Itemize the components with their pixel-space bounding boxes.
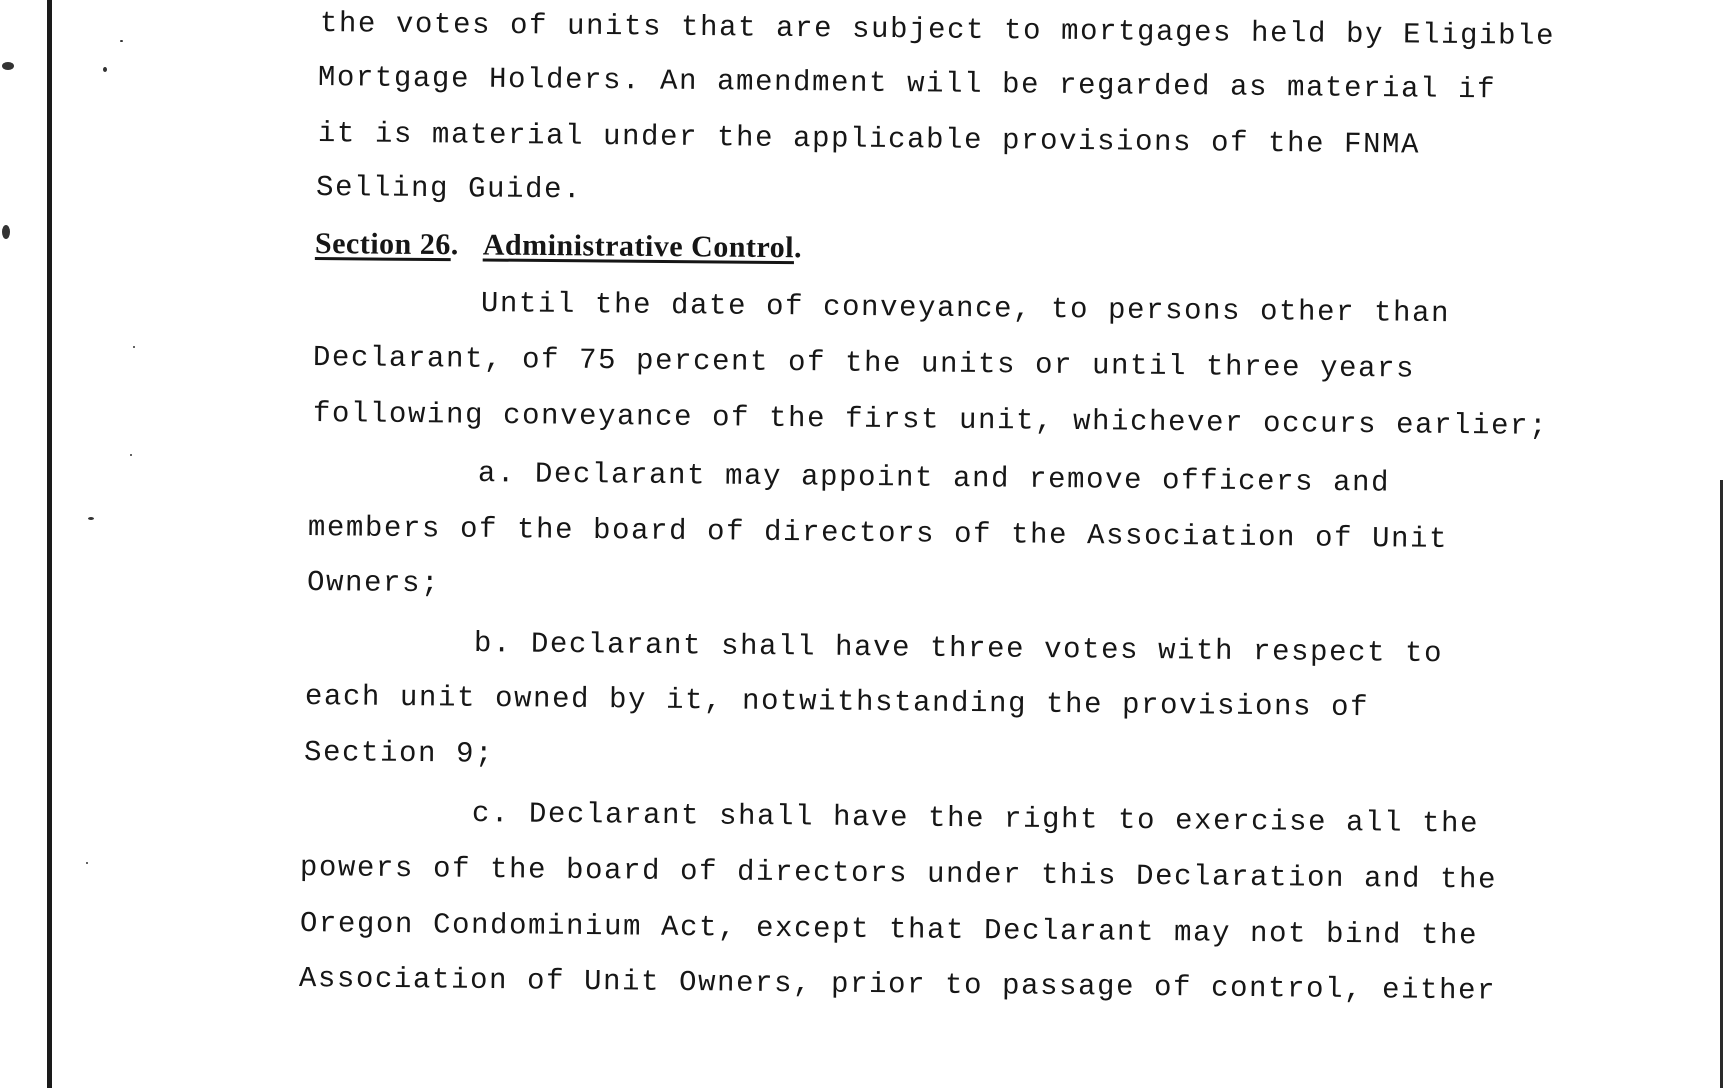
text-line: Association of Unit Owners, prior to passage of control, either [298, 962, 1497, 1008]
section-heading: Section 26. Administrative Control. [314, 227, 803, 265]
text-line: it is material under the applicable provisions of the FNMA [317, 117, 1421, 162]
text-line: Oregon Condominium Act, except that Declarant may not bind the [299, 907, 1479, 953]
scan-speck [86, 862, 88, 864]
scan-speck [120, 40, 123, 42]
text-line: members of the board of directors of the Association of Unit [307, 511, 1449, 556]
section-number: Section 26 [314, 227, 451, 262]
scan-left-border [47, 0, 52, 1088]
list-item-c: c. Declarant shall have the right to exercise all the [471, 797, 1480, 841]
text-line: the votes of units that are subject to mortgages held by Eligible [319, 7, 1556, 53]
list-item-b: b. Declarant shall have three votes with respect to [473, 627, 1444, 671]
text-line: Mortgage Holders. An amendment will be regarded as material if [317, 61, 1497, 107]
scan-speck [2, 225, 10, 239]
scan-speck [88, 517, 94, 520]
list-item-a: a. Declarant may appoint and remove officers and [477, 457, 1391, 500]
scan-speck [2, 62, 14, 70]
text-line: Selling Guide. [315, 171, 583, 207]
text-line: Until the date of conveyance, to persons other than [480, 287, 1451, 331]
scan-speck [103, 67, 107, 72]
text-line: powers of the board of directors under this Declaration and the [299, 851, 1498, 897]
scan-speck [130, 454, 132, 456]
text-line: Owners; [306, 566, 441, 601]
section-title: Administrative Control [482, 228, 795, 265]
text-line: Declarant, of 75 percent of the units or until three years [312, 341, 1416, 386]
text-line: each unit owned by it, notwithstanding the provisions of [304, 680, 1370, 725]
text-line: Section 9; [303, 736, 495, 771]
text-line: following conveyance of the first unit, whichever occurs earlier; [312, 397, 1549, 443]
scan-speck [133, 346, 135, 348]
scan-right-edge [1720, 480, 1723, 1088]
